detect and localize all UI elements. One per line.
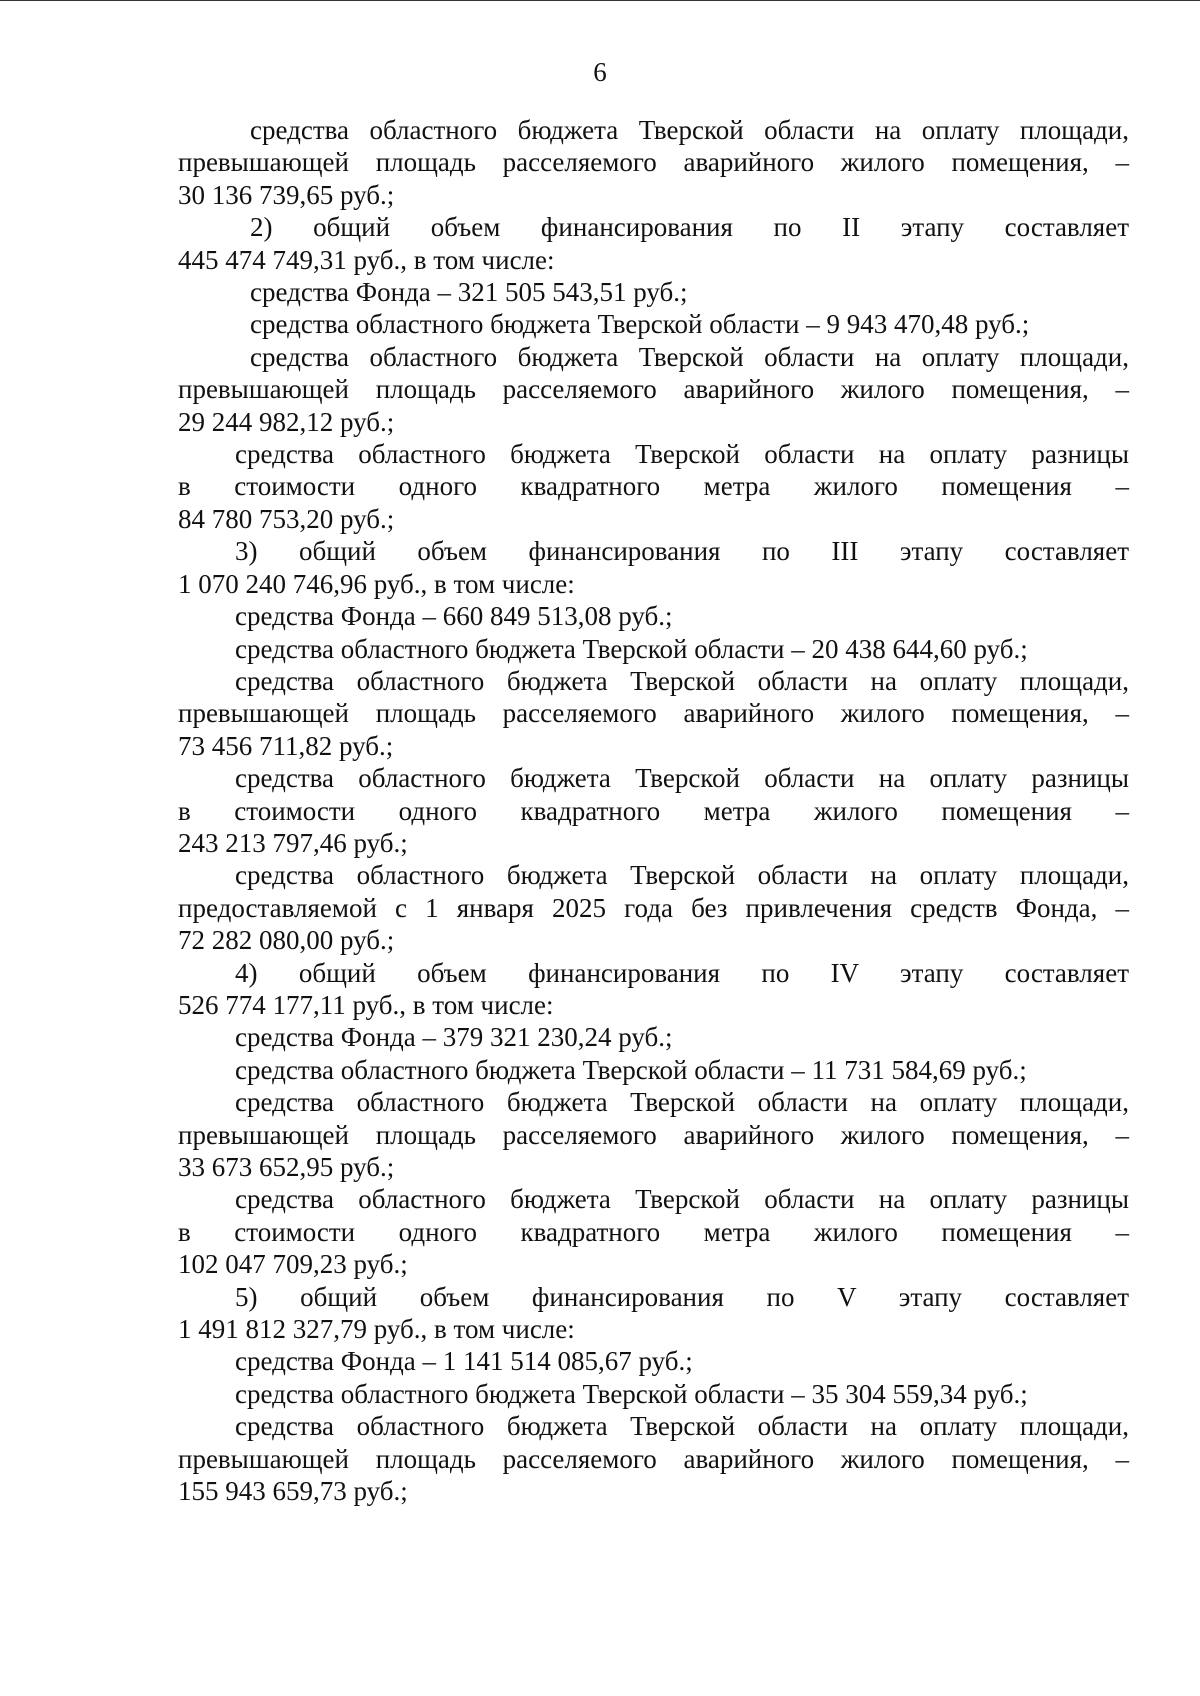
text-line: 72 282 080,00 руб.; bbox=[178, 925, 395, 956]
paragraph bbox=[178, 633, 1129, 665]
text-line: 2) общий объем финансирования по II этапу составляет bbox=[250, 212, 1129, 243]
text-line: средства Фонда – 379 321 230,24 руб.; bbox=[235, 1022, 673, 1053]
text-line: в стоимости одного квадратного метра жилого помещения – bbox=[178, 1216, 1129, 1247]
text-line: 526 774 177,11 руб., в том числе: bbox=[178, 989, 554, 1020]
text-line: 33 673 652,95 руб.; bbox=[178, 1152, 395, 1182]
paragraph bbox=[178, 1410, 1129, 1507]
paragraph bbox=[178, 1021, 1129, 1053]
paragraph bbox=[178, 276, 1129, 308]
text-line: превышающей площадь расселяемого аварийного жилого помещения, – bbox=[178, 1443, 1129, 1474]
text-line: 3) общий объем финансирования по III этапу составляет bbox=[235, 536, 1129, 567]
text-line: в стоимости одного квадратного метра жилого помещения – bbox=[178, 795, 1129, 826]
text-line: средства областного бюджета Тверской области на оплату разницы bbox=[235, 1184, 1129, 1215]
text-line: 445 474 749,31 руб., в том числе: bbox=[178, 244, 555, 275]
text-line: средства областного бюджета Тверской области на оплату площади, bbox=[235, 665, 1129, 696]
text-line: средства Фонда – 1 141 514 085,67 руб.; bbox=[235, 1346, 693, 1377]
paragraph bbox=[178, 600, 1129, 632]
text-line: 1 070 240 746,96 руб., в том числе: bbox=[178, 568, 575, 599]
document-body bbox=[178, 114, 1129, 1507]
text-line: средства областного бюджета Тверской области – 9 943 470,48 руб.; bbox=[250, 309, 1030, 340]
paragraph bbox=[178, 535, 1129, 600]
text-line: средства областного бюджета Тверской области на оплату разницы bbox=[235, 763, 1129, 794]
page-number: 6 bbox=[593, 57, 607, 87]
text-line: превышающей площадь расселяемого аварийного жилого помещения, – bbox=[178, 147, 1129, 178]
text-line: средства областного бюджета Тверской области на оплату площади, bbox=[250, 115, 1129, 145]
paragraph bbox=[178, 957, 1129, 1022]
text-line: средства областного бюджета Тверской области на оплату площади, bbox=[235, 1411, 1129, 1442]
text-line: превышающей площадь расселяемого аварийного жилого помещения, – bbox=[178, 1119, 1129, 1150]
paragraph bbox=[178, 762, 1129, 859]
text-line: средства областного бюджета Тверской области на оплату разницы bbox=[235, 439, 1129, 470]
text-line: 4) общий объем финансирования по IV этапу составляет bbox=[235, 957, 1129, 988]
text-line: 102 047 709,23 руб.; bbox=[178, 1249, 408, 1280]
text-line: 155 943 659,73 руб.; bbox=[178, 1476, 408, 1507]
text-line: 243 213 797,46 руб.; bbox=[178, 827, 408, 858]
text-line: превышающей площадь расселяемого аварийного жилого помещения, – bbox=[178, 698, 1129, 729]
text-line: 29 244 982,12 руб.; bbox=[178, 406, 395, 437]
paragraph bbox=[178, 1281, 1129, 1346]
text-line: 84 780 753,20 руб.; bbox=[178, 503, 395, 534]
text-line: средства Фонда – 321 505 543,51 руб.; bbox=[250, 277, 688, 308]
text-line: предоставляемой с 1 января 2025 года без привлечения средств Фонда, – bbox=[178, 892, 1129, 923]
text-line: в стоимости одного квадратного метра жилого помещения – bbox=[178, 471, 1129, 502]
text-line: средства областного бюджета Тверской области – 20 438 644,60 руб.; bbox=[235, 633, 1028, 664]
text-line: 30 136 739,65 руб.; bbox=[178, 179, 395, 210]
text-line: 1 491 812 327,79 руб., в том числе: bbox=[178, 1314, 575, 1345]
paragraph bbox=[178, 1054, 1129, 1086]
text-line: средства областного бюджета Тверской области на оплату площади, bbox=[250, 341, 1129, 372]
paragraph bbox=[178, 1345, 1129, 1377]
text-line: превышающей площадь расселяемого аварийного жилого помещения, – bbox=[178, 374, 1129, 405]
paragraph bbox=[178, 211, 1129, 276]
paragraph bbox=[178, 114, 1129, 211]
paragraph bbox=[178, 438, 1129, 535]
text-line: 5) общий объем финансирования по V этапу составляет bbox=[235, 1281, 1129, 1312]
paragraph bbox=[178, 665, 1129, 762]
paragraph bbox=[178, 341, 1129, 438]
paragraph bbox=[178, 1378, 1129, 1410]
paragraph bbox=[178, 859, 1129, 956]
text-line: средства Фонда – 660 849 513,08 руб.; bbox=[235, 601, 673, 632]
paragraph bbox=[178, 1086, 1129, 1183]
text-line: средства областного бюджета Тверской области на оплату площади, bbox=[235, 1087, 1129, 1118]
text-line: 73 456 711,82 руб.; bbox=[178, 730, 394, 761]
text-line: средства областного бюджета Тверской области – 11 731 584,69 руб.; bbox=[235, 1054, 1027, 1085]
text-line: средства областного бюджета Тверской области – 35 304 559,34 руб.; bbox=[235, 1378, 1028, 1409]
paragraph bbox=[178, 308, 1129, 340]
text-line: средства областного бюджета Тверской области на оплату площади, bbox=[235, 860, 1129, 891]
paragraph bbox=[178, 1183, 1129, 1280]
